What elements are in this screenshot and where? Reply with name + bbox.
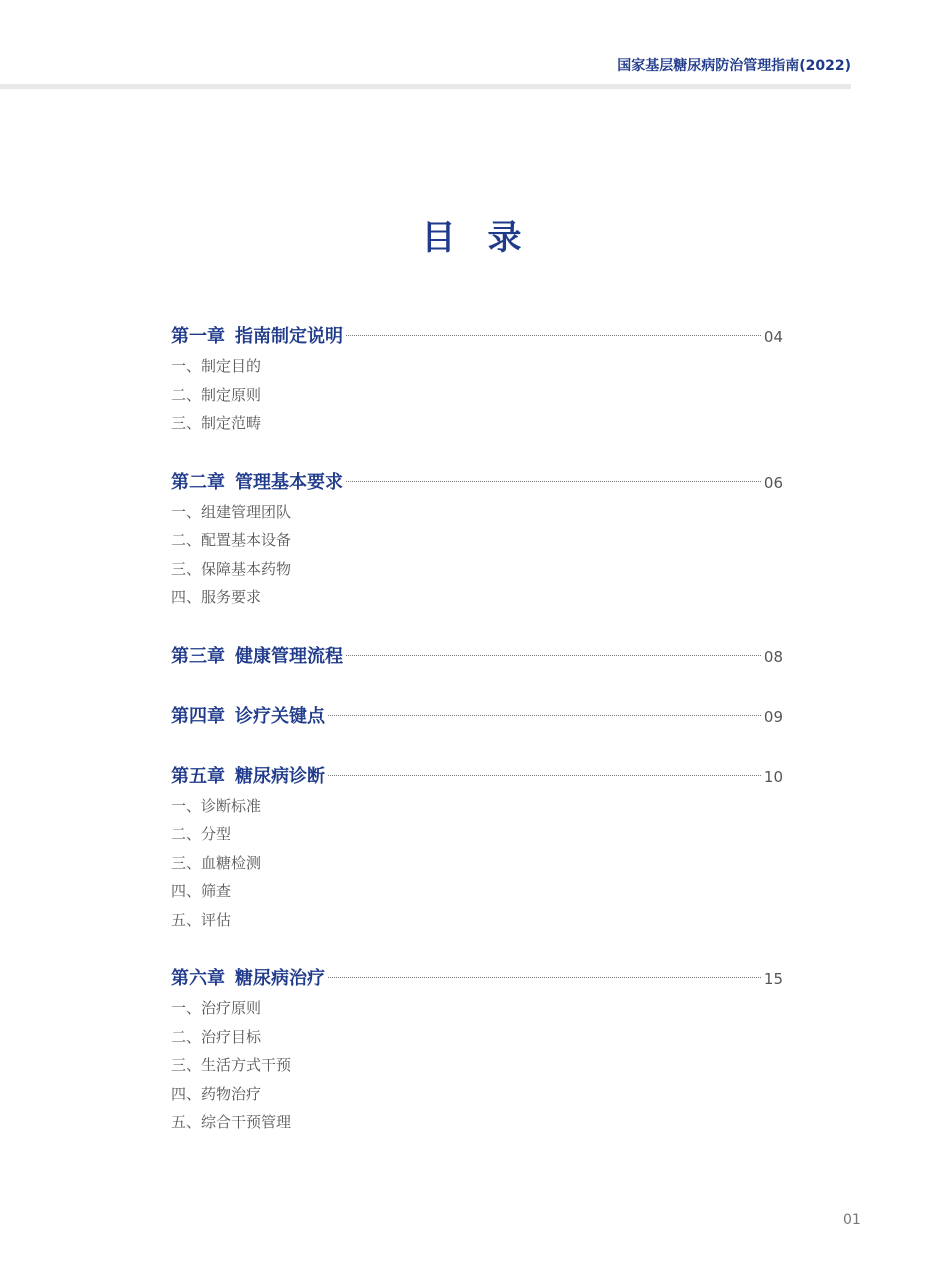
chapter-number: 第二章: [171, 471, 225, 493]
toc-chapter-entry[interactable]: [171, 964, 783, 994]
chapter-number: 第五章: [171, 765, 225, 787]
chapter-title: 指南制定说明: [235, 326, 343, 347]
chapter-page-number: 04: [763, 328, 783, 346]
toc-chapter: [171, 322, 783, 438]
chapter-title: 糖尿病治疗: [235, 968, 325, 989]
chapter-heading: [171, 322, 343, 352]
toc-section-entry[interactable]: 一、诊断标准: [171, 796, 262, 815]
dot-leader: [328, 775, 761, 776]
toc-chapter-entry[interactable]: [171, 642, 783, 672]
toc-section-entry[interactable]: 一、组建管理团队: [171, 502, 292, 521]
chapter-heading: [171, 762, 325, 792]
toc-heading: 目录: [421, 218, 554, 258]
chapter-number: 第六章: [171, 968, 225, 989]
chapter-heading: [171, 964, 325, 994]
dot-leader: [346, 481, 761, 482]
chapter-number: 第四章: [171, 705, 225, 727]
chapter-title: 诊疗关键点: [235, 705, 325, 727]
toc-chapter-entry[interactable]: [171, 762, 783, 792]
toc-section-entry[interactable]: 五、综合干预管理: [171, 1113, 292, 1131]
chapter-page-number: 15: [763, 970, 783, 988]
chapter-heading: [171, 642, 343, 672]
toc-chapter-entry[interactable]: [171, 468, 783, 498]
toc-section-entry[interactable]: 一、制定目的: [171, 357, 262, 375]
dot-leader: [346, 655, 761, 656]
chapter-page-number: 09: [763, 707, 783, 726]
toc-section-entry[interactable]: 二、分型: [171, 825, 232, 843]
chapter-number: 第三章: [171, 645, 225, 667]
toc-chapter-entry[interactable]: [171, 702, 783, 732]
dot-leader: [328, 977, 761, 978]
chapter-heading: [171, 702, 325, 732]
toc-section-entry[interactable]: 三、血糖检测: [171, 853, 262, 872]
chapter-page-number: 08: [763, 647, 783, 666]
chapter-title: 管理基本要求: [235, 471, 343, 493]
toc-chapter-entry[interactable]: [171, 322, 783, 352]
toc-chapter: [171, 702, 783, 732]
page-number: 01: [843, 1212, 861, 1228]
toc-section-entry[interactable]: 一、治疗原则: [171, 999, 262, 1017]
toc-section-entry[interactable]: 四、服务要求: [171, 588, 262, 606]
toc-chapter: [171, 964, 783, 1137]
toc-section-entry[interactable]: 四、药物治疗: [171, 1084, 262, 1103]
chapter-title: 健康管理流程: [235, 645, 343, 667]
toc-chapter: [171, 642, 783, 672]
chapter-page-number: 10: [763, 767, 783, 786]
toc-section-entry[interactable]: 二、治疗目标: [171, 1027, 262, 1046]
toc-section-entry[interactable]: 四、筛查: [171, 882, 232, 900]
chapter-heading: [171, 468, 343, 498]
toc-chapter: [171, 468, 783, 612]
toc-section-entry[interactable]: 二、制定原则: [171, 385, 262, 404]
header-divider: [0, 84, 851, 89]
running-header-title: 国家基层糖尿病防治管理指南(2022): [617, 58, 851, 74]
dot-leader: [346, 335, 761, 336]
toc-section-entry[interactable]: 三、保障基本药物: [171, 559, 292, 578]
chapter-title: 糖尿病诊断: [235, 765, 325, 787]
toc-section-entry[interactable]: 三、生活方式干预: [171, 1056, 292, 1074]
toc-section-entry[interactable]: 五、评估: [171, 910, 232, 929]
toc-section-entry[interactable]: 三、制定范畴: [171, 414, 262, 432]
toc-chapter: [171, 762, 783, 935]
chapter-number: 第一章: [171, 326, 225, 347]
chapter-page-number: 06: [763, 473, 783, 492]
table-of-contents: [171, 322, 783, 1167]
toc-section-entry[interactable]: 二、配置基本设备: [171, 531, 292, 549]
dot-leader: [328, 715, 761, 716]
